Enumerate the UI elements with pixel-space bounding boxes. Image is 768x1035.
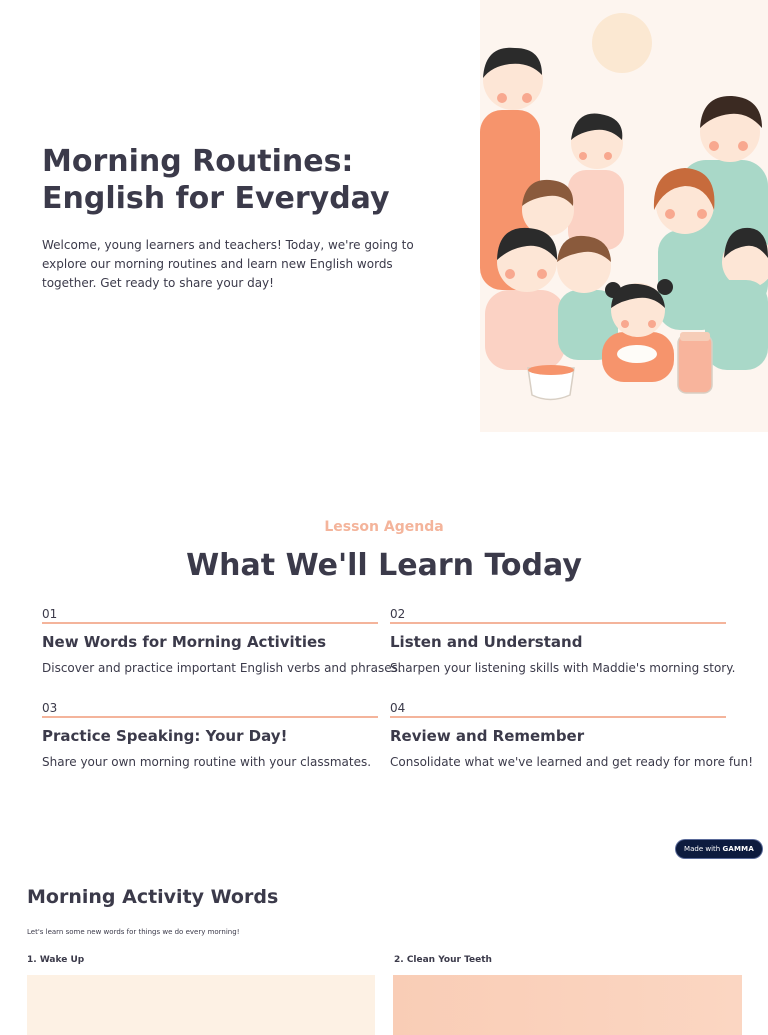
section-title: Morning Activity Words	[27, 886, 279, 908]
badge-prefix: Made with	[684, 845, 721, 853]
agenda-eyebrow: Lesson Agenda	[324, 519, 444, 535]
agenda-item	[42, 607, 402, 675]
agenda-item-description: Consolidate what we've learned and get ready for more fun!	[390, 755, 754, 769]
agenda-item-title: Review and Remember	[390, 727, 585, 745]
agenda-item-title: Practice Speaking: Your Day!	[42, 727, 288, 745]
agenda-item-description: Discover and practice important English verbs and phrases.	[42, 661, 402, 675]
gamma-logo: GAMMA	[722, 845, 754, 853]
hero-intro-text: Welcome, young learners and teachers! Today, we're going to explore our morning routines and learn new English words together. Get ready to share your day!	[42, 238, 414, 290]
page-title: Morning Routines: English for Everyday	[42, 144, 390, 216]
children-illustration-icon	[480, 0, 768, 432]
clean-teeth-image	[393, 975, 742, 1035]
made-with-gamma-badge[interactable]	[676, 840, 762, 858]
word-label: 1. Wake Up	[27, 955, 85, 965]
agenda-item-number: 02	[390, 607, 726, 624]
agenda-item-description: Share your own morning routine with your classmates.	[42, 755, 372, 769]
agenda-item-title: New Words for Morning Activities	[42, 633, 327, 651]
agenda-title: What We'll Learn Today	[186, 548, 582, 583]
agenda-item	[390, 701, 753, 769]
section-subtitle: Let's learn some new words for things we do every morning!	[27, 928, 240, 936]
hero-section	[0, 0, 768, 432]
word-label: 2. Clean Your Teeth	[394, 955, 492, 965]
agenda-item	[390, 607, 735, 675]
agenda-item-number: 03	[42, 701, 378, 718]
agenda-item-title: Listen and Understand	[390, 633, 583, 651]
agenda-item-description: Sharpen your listening skills with Maddie's morning story.	[390, 661, 736, 675]
agenda-item-number: 01	[42, 607, 378, 624]
children-illustration	[480, 0, 768, 432]
agenda-item-number: 04	[390, 701, 726, 718]
wake-up-image	[27, 975, 375, 1035]
agenda-item	[42, 701, 378, 769]
